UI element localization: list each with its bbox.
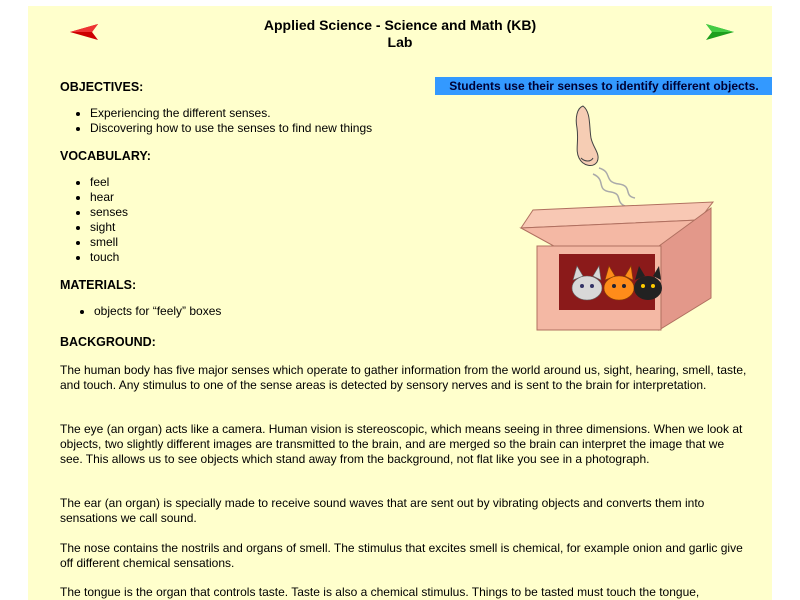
left-arrow-icon — [70, 24, 98, 40]
objectives-list — [60, 106, 372, 136]
title-line-2: Lab — [387, 34, 413, 50]
title-line-1: Applied Science - Science and Math (KB) — [263, 17, 537, 33]
lab-summary-banner: Students use their senses to identify different objects. — [435, 77, 772, 95]
previous-page-button[interactable] — [70, 24, 98, 45]
background-paragraph: The eye (an organ) acts like a camera. Human vision is stereoscopic, which means seeing in three dimensions. When we look at objects, two slightly different images are transmitted to the brain, and are merged so the brain can interpret the image that we see. This allows us to see objects which stand away from the background, not flat like you see in a photograph. — [60, 422, 743, 466]
vocabulary-item: • touch — [90, 250, 128, 265]
next-page-button[interactable] — [706, 24, 734, 45]
background-heading: BACKGROUND: — [60, 335, 156, 349]
vocabulary-item: • smell — [90, 235, 128, 250]
vocabulary-item: • hear — [90, 190, 128, 205]
box-icon — [521, 202, 713, 330]
background-paragraph: The nose contains the nostrils and organs of smell. The stimulus that excites smell is chemical, for example onion and garlic give off different chemical sensations. — [60, 541, 743, 570]
page-title — [208, 17, 592, 51]
vocabulary-item: • sight — [90, 220, 128, 235]
senses-illustration — [473, 98, 723, 343]
material-item: • objects for “feely” boxes — [94, 304, 221, 319]
smell-wisp-icon — [593, 168, 635, 206]
materials-list — [60, 304, 221, 319]
right-arrow-icon — [706, 24, 734, 40]
vocabulary-list — [60, 175, 128, 265]
background-paragraph: The ear (an organ) is specially made to receive sound waves that are sent out by vibrating objects and converts them into sensations we call sound. — [60, 496, 705, 525]
nose-icon — [576, 106, 598, 165]
lab-page — [28, 6, 772, 600]
materials-heading: MATERIALS: — [60, 278, 137, 292]
objective-item: • Experiencing the different senses. — [90, 106, 372, 121]
vocabulary-heading: VOCABULARY: — [60, 149, 151, 163]
vocabulary-item: • feel — [90, 175, 128, 190]
background-paragraph: The human body has five major senses which operate to gather information from the world around us, sight, hearing, smell, taste, and touch. Any stimulus to one of the sense areas is detected by sensory nerves and is sent to the brain for interpretation. — [60, 363, 747, 392]
background-paragraph: The tongue is the organ that controls taste. Taste is also a chemical stimulus. Things to be tasted must touch the tongue, — [60, 585, 700, 599]
objective-item: • Discovering how to use the senses to find new things — [90, 121, 372, 136]
objectives-heading: OBJECTIVES: — [60, 80, 144, 94]
vocabulary-item: • senses — [90, 205, 128, 220]
